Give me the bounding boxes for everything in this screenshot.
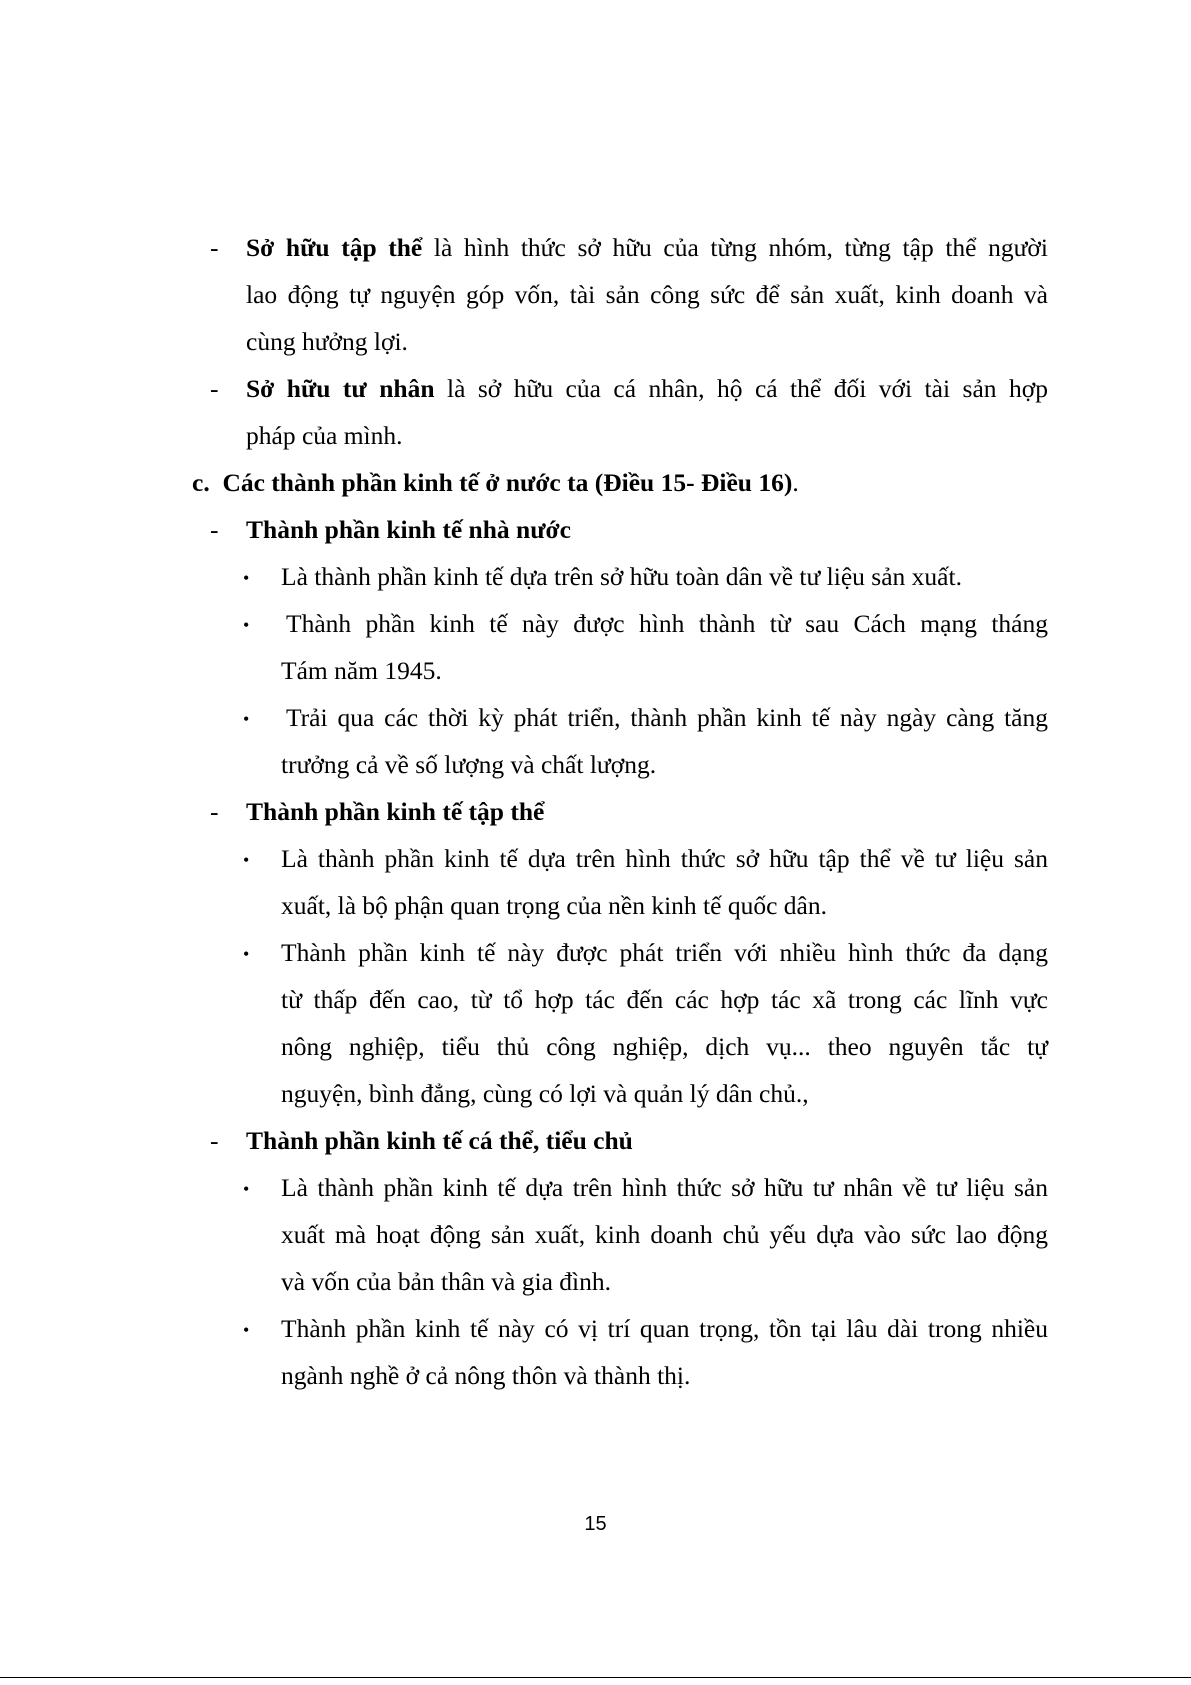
bullet-marker: • (243, 944, 250, 964)
private-ownership-term: Sở hữu tư nhân (246, 374, 435, 403)
state-sector-bullet-1: Là thành phần kinh tế dựa trên sở hữu toàn dân về tư liệu sản xuất. (281, 562, 962, 591)
bullet-marker: • (243, 1179, 250, 1199)
bullet-marker: • (243, 568, 250, 588)
individual-sector-bullet-2-line-2: ngành nghề ở cả nông thôn và thành thị. (281, 1361, 691, 1390)
collective-ownership-line-3: cùng hưởng lợi. (246, 327, 408, 356)
state-sector-title: Thành phần kinh tế nhà nước (246, 515, 571, 544)
collective-sector-bullet-2-line-1: Thành phần kinh tế này được phát triển với nhiều hình thức đa dạng (281, 938, 1048, 967)
dash-marker: - (210, 797, 219, 826)
section-c-label: c. (192, 468, 210, 497)
bullet-marker: • (243, 850, 250, 870)
individual-sector-title: Thành phần kinh tế cá thể, tiểu chủ (246, 1126, 633, 1155)
individual-sector-bullet-2-line-1: Thành phần kinh tế này có vị trí quan trọng, tồn tại lâu dài trong nhiều (281, 1314, 1048, 1343)
collective-sector-bullet-2-line-2: từ thấp đến cao, từ tổ hợp tác đến các hợp tác xã trong các lĩnh vực (281, 985, 1048, 1014)
collective-sector-bullet-1-line-1: Là thành phần kinh tế dựa trên hình thức sở hữu tập thể về tư liệu sản (281, 844, 1048, 873)
bullet-marker: • (243, 1320, 250, 1340)
collective-sector-bullet-2-line-3: nông nghiệp, tiểu thủ công nghiệp, dịch vụ... theo nguyên tắc tự (281, 1032, 1048, 1061)
private-ownership-line-1: Sở hữu tư nhân là sở hữu của cá nhân, hộ cá thể đối với tài sản hợp (246, 374, 1048, 403)
section-c-title: Các thành phần kinh tế ở nước ta (Điều 15- Điều 16) (222, 468, 793, 497)
state-sector-bullet-3-line-2: trưởng cả về số lượng và chất lượng. (281, 750, 657, 779)
collective-ownership-line-1: Sở hữu tập thể là hình thức sở hữu của từng nhóm, từng tập thể người (246, 233, 1048, 262)
state-sector-bullet-2-line-2: Tám năm 1945. (281, 656, 442, 685)
dash-marker: - (210, 515, 219, 544)
dash-marker: - (210, 1126, 219, 1155)
collective-ownership-term: Sở hữu tập thể (246, 233, 423, 262)
state-sector-bullet-3-line-1: Trải qua các thời kỳ phát triển, thành phần kinh tế này ngày càng tăng (286, 703, 1048, 732)
collective-sector-bullet-2-line-4: nguyện, bình đẳng, cùng có lợi và quản lý dân chủ., (281, 1079, 809, 1108)
collective-ownership-line-2: lao động tự nguyện góp vốn, tài sản công sức để sản xuất, kinh doanh và (246, 280, 1048, 309)
private-ownership-line-2: pháp của mình. (246, 421, 403, 450)
dash-marker: - (210, 233, 219, 262)
individual-sector-bullet-1-line-3: và vốn của bản thân và gia đình. (281, 1267, 611, 1296)
state-sector-bullet-2-line-1: Thành phần kinh tế này được hình thành từ sau Cách mạng tháng (286, 609, 1048, 638)
page-number: 15 (584, 1513, 607, 1535)
bullet-marker: • (243, 615, 250, 635)
section-c-heading: c. Các thành phần kinh tế ở nước ta (Điều 15- Điều 16). (192, 468, 799, 497)
dash-marker: - (210, 374, 219, 403)
collective-sector-bullet-1-line-2: xuất, là bộ phận quan trọng của nền kinh tế quốc dân. (281, 891, 827, 920)
bullet-marker: • (243, 709, 250, 729)
individual-sector-bullet-1-line-2: xuất mà hoạt động sản xuất, kinh doanh chủ yếu dựa vào sức lao động (281, 1220, 1048, 1249)
individual-sector-bullet-1-line-1: Là thành phần kinh tế dựa trên hình thức sở hữu tư nhân về tư liệu sản (281, 1173, 1048, 1202)
collective-sector-title: Thành phần kinh tế tập thể (246, 797, 545, 826)
bottom-divider (0, 1677, 1191, 1678)
